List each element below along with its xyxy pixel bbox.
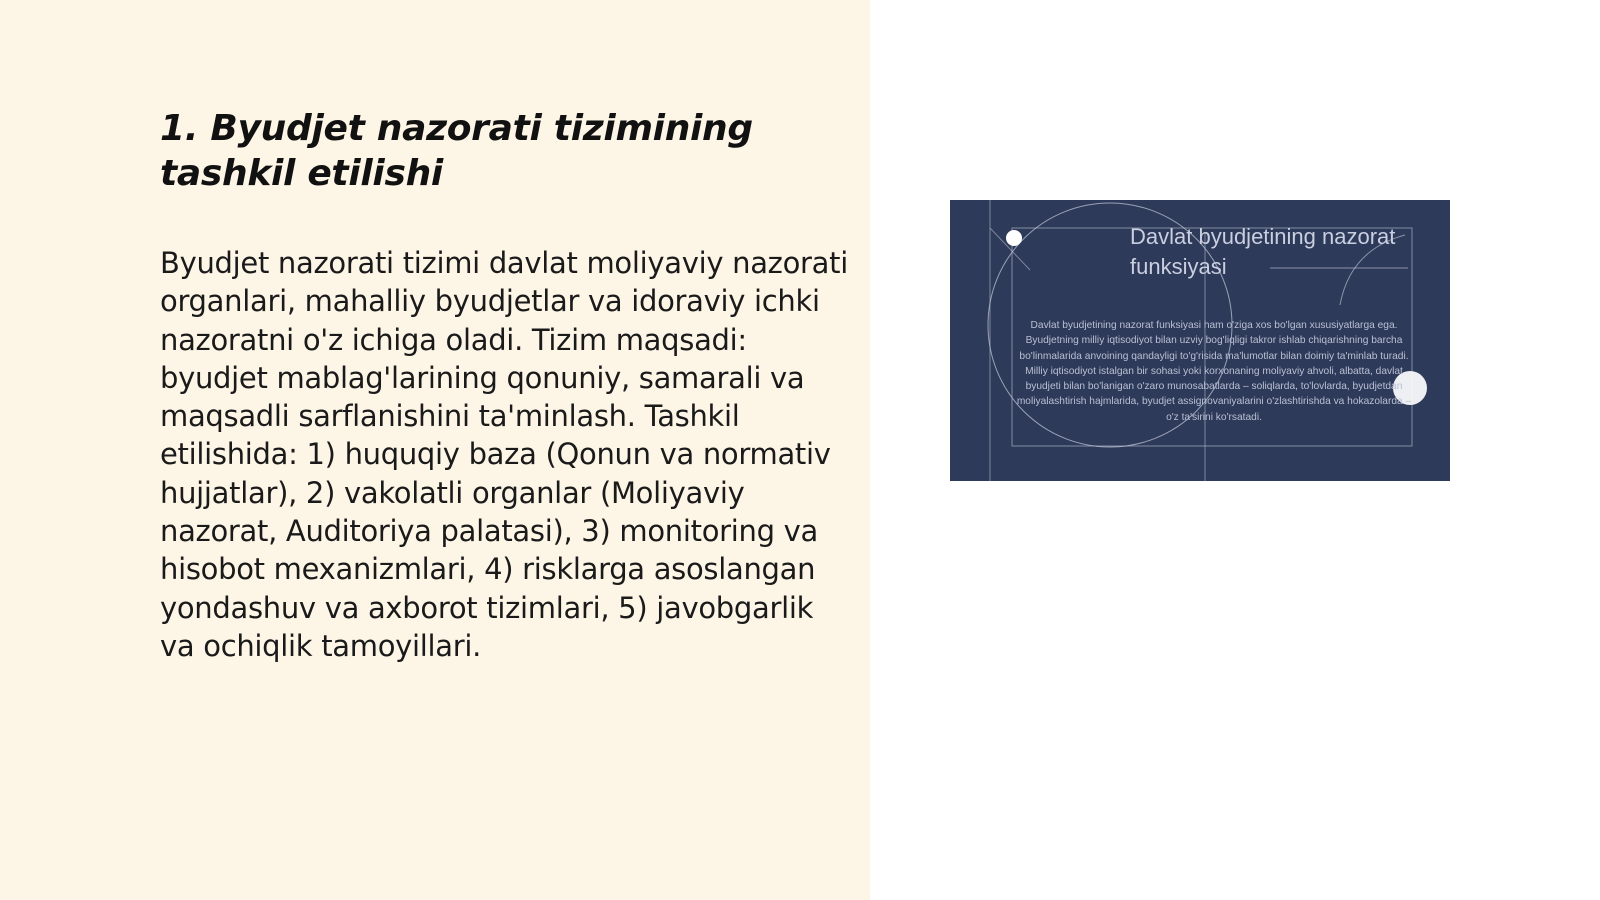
slide-title: 1. Byudjet nazorati tizimining tashkil etilishi (160, 108, 753, 194)
slide-thumbnail-image (950, 200, 1450, 481)
thumbnail-title: Davlat byudjetining nazorat funksiyasi (1130, 224, 1396, 279)
thumbnail-text: Davlat byudjetining nazorat funksiyasi ham o'ziga xos bo'lgan xususiyatlarga ega. Byudjetning milliy iqtisodiyot bilan uzviy bog'liqligi takror ishlab chiqarishning barcha bo'linmalarida anvoining qandayligi to'g'risida ma'lumotlar bilan doimiy ta'minlab turadi. Milliy iqtisodiyot istalgan bir sohasi yoki korxonaning moliyaviy ahvoli, albatta, davlat byudjeti bilan bo'lanigan o'zaro munosabatlarda – soliqlarda, to'lovlarda, byudjetdan moliyalashtirish hajmlarida, byudjet assignovaniyalarini o'zlashtirishda va hokazolarda – o'z ta'sirini ko'rsatadi. (1016, 320, 1412, 423)
slide-body: Byudjet nazorati tizimi davlat moliyaviy nazorati organlari, mahalliy byudjetlar va idoraviy ichki nazoratni o'z ichiga oladi. Tizim maqsadi: byudjet mablag'larining qonuniy, samarali va maqsadli sarflanishini ta'minlash. Tashkil etilishida: 1) huquqiy baza (Qonun va normativ hujjatlar), 2) vakolatli organlar (Moliyaviy nazorat, Auditoriya palatasi), 3) monitoring va hisobot mexanizmlari, 4) risklarga asoslangan yondashuv va axborot tizimlari, 5) javobgarlik va ochiqlik tamoyillari. (160, 246, 848, 663)
